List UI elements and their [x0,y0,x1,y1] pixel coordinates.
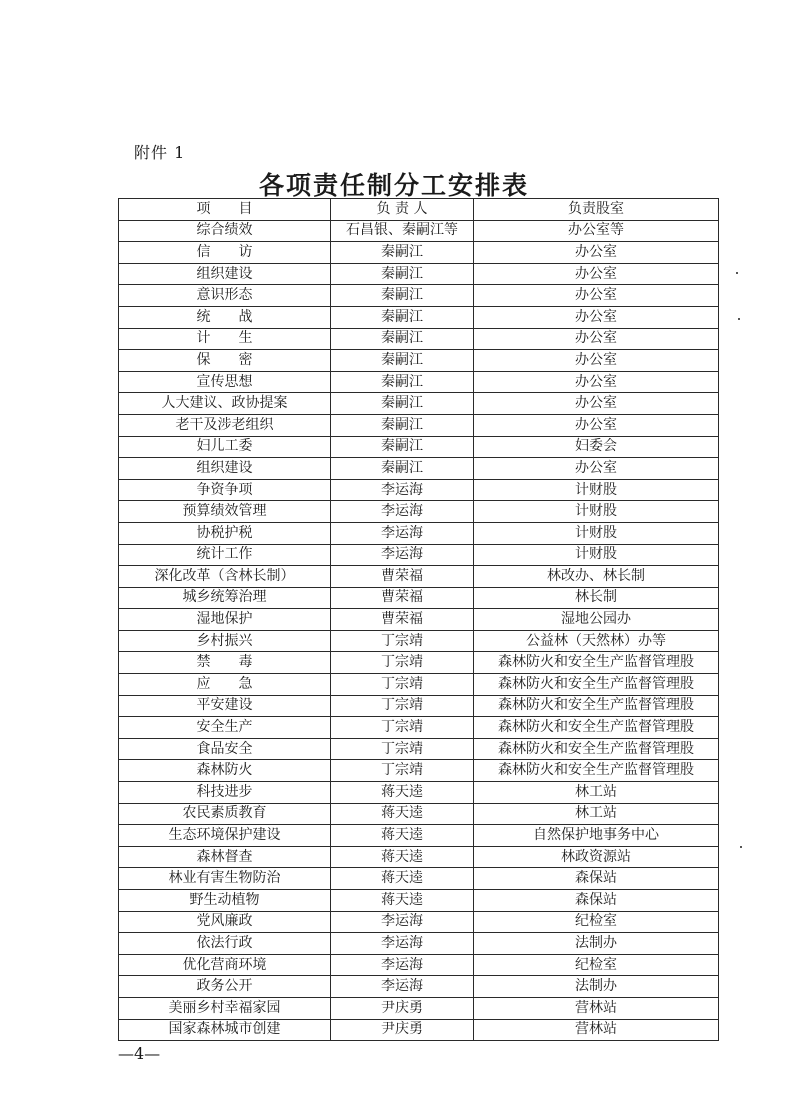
table-header-row [119,199,719,221]
cell-person-in-charge: 秦嗣江 [331,458,474,480]
table-row [119,911,719,933]
table-row [119,652,719,674]
cell-person-in-charge: 丁宗靖 [331,630,474,652]
table-row [119,782,719,804]
cell-project: 信 访 [119,242,331,264]
cell-department: 办公室 [474,458,719,480]
cell-project: 依法行政 [119,933,331,955]
cell-project: 政务公开 [119,976,331,998]
cell-department: 森林防火和安全生产监督管理股 [474,674,719,696]
cell-department: 湿地公园办 [474,609,719,631]
cell-department: 法制办 [474,933,719,955]
cell-person-in-charge: 李运海 [331,933,474,955]
cell-person-in-charge: 李运海 [331,976,474,998]
table-row [119,414,719,436]
cell-project: 统 战 [119,306,331,328]
table-row [119,933,719,955]
table-row [119,242,719,264]
cell-department: 计财股 [474,522,719,544]
table-row [119,609,719,631]
table-row [119,285,719,307]
cell-project: 湿地保护 [119,609,331,631]
cell-person-in-charge: 蒋天逵 [331,803,474,825]
table-row [119,306,719,328]
table-row [119,522,719,544]
page-number: —4— [118,1044,161,1063]
cell-person-in-charge: 秦嗣江 [331,242,474,264]
attachment-label: 附件 1 [134,143,186,162]
cell-project: 综合绩效 [119,220,331,242]
cell-person-in-charge: 尹庆勇 [331,1019,474,1041]
cell-project: 城乡统筹治理 [119,587,331,609]
cell-person-in-charge: 李运海 [331,544,474,566]
cell-person-in-charge: 丁宗靖 [331,695,474,717]
scan-speck [736,272,738,274]
cell-person-in-charge: 李运海 [331,911,474,933]
cell-project: 乡村振兴 [119,630,331,652]
table-row [119,328,719,350]
table-row [119,803,719,825]
table-row [119,393,719,415]
cell-project: 协税护税 [119,522,331,544]
cell-project: 宣传思想 [119,371,331,393]
table-row [119,544,719,566]
cell-project: 安全生产 [119,717,331,739]
cell-person-in-charge: 蒋天逵 [331,782,474,804]
cell-person-in-charge: 李运海 [331,501,474,523]
table-row [119,501,719,523]
cell-person-in-charge: 蒋天逵 [331,825,474,847]
table-row [119,890,719,912]
cell-project: 森林防火 [119,760,331,782]
cell-person-in-charge: 李运海 [331,479,474,501]
cell-department: 森林防火和安全生产监督管理股 [474,652,719,674]
cell-project: 农民素质教育 [119,803,331,825]
cell-person-in-charge: 曹荣福 [331,587,474,609]
cell-project: 野生动植物 [119,890,331,912]
table-row [119,695,719,717]
cell-project: 优化营商环境 [119,954,331,976]
cell-person-in-charge: 秦嗣江 [331,393,474,415]
cell-person-in-charge: 李运海 [331,954,474,976]
cell-person-in-charge: 秦嗣江 [331,285,474,307]
cell-project: 林业有害生物防治 [119,868,331,890]
cell-department: 森保站 [474,890,719,912]
cell-department: 林工站 [474,803,719,825]
cell-person-in-charge: 蒋天逵 [331,846,474,868]
cell-department: 计财股 [474,501,719,523]
cell-project: 争资争项 [119,479,331,501]
table-row [119,997,719,1019]
cell-department: 营林站 [474,997,719,1019]
cell-person-in-charge: 曹荣福 [331,566,474,588]
cell-person-in-charge: 蒋天逵 [331,868,474,890]
cell-project: 妇儿工委 [119,436,331,458]
cell-department: 计财股 [474,544,719,566]
cell-department: 森林防火和安全生产监督管理股 [474,695,719,717]
cell-department: 办公室等 [474,220,719,242]
table-row [119,954,719,976]
cell-department: 森保站 [474,868,719,890]
cell-project: 平安建设 [119,695,331,717]
cell-project: 应 急 [119,674,331,696]
cell-project: 生态环境保护建设 [119,825,331,847]
table-row [119,630,719,652]
cell-department: 办公室 [474,328,719,350]
cell-project: 组织建设 [119,458,331,480]
cell-person-in-charge: 秦嗣江 [331,263,474,285]
cell-department: 森林防火和安全生产监督管理股 [474,717,719,739]
cell-department: 妇委会 [474,436,719,458]
cell-department: 办公室 [474,393,719,415]
cell-project: 禁 毒 [119,652,331,674]
cell-department: 林工站 [474,782,719,804]
cell-department: 办公室 [474,242,719,264]
cell-person-in-charge: 石昌银、秦嗣江等 [331,220,474,242]
table-row [119,738,719,760]
cell-project: 意识形态 [119,285,331,307]
cell-person-in-charge: 丁宗靖 [331,674,474,696]
cell-person-in-charge: 丁宗靖 [331,760,474,782]
table-row [119,436,719,458]
cell-project: 预算绩效管理 [119,501,331,523]
cell-person-in-charge: 秦嗣江 [331,306,474,328]
cell-department: 森林防火和安全生产监督管理股 [474,738,719,760]
cell-department: 计财股 [474,479,719,501]
cell-department: 林改办、林长制 [474,566,719,588]
header-person-in-charge: 负 责 人 [331,199,474,221]
cell-department: 公益林（天然林）办等 [474,630,719,652]
table-row [119,717,719,739]
cell-department: 林政资源站 [474,846,719,868]
cell-department: 办公室 [474,263,719,285]
cell-person-in-charge: 秦嗣江 [331,371,474,393]
cell-person-in-charge: 秦嗣江 [331,328,474,350]
cell-project: 美丽乡村幸福家园 [119,997,331,1019]
cell-person-in-charge: 秦嗣江 [331,350,474,372]
cell-department: 办公室 [474,306,719,328]
cell-person-in-charge: 丁宗靖 [331,738,474,760]
cell-project: 深化改革（含林长制） [119,566,331,588]
cell-project: 科技进步 [119,782,331,804]
scan-speck [740,846,742,848]
cell-project: 组织建设 [119,263,331,285]
cell-person-in-charge: 曹荣福 [331,609,474,631]
table-row [119,371,719,393]
table-row [119,458,719,480]
table-row [119,1019,719,1041]
cell-person-in-charge: 尹庆勇 [331,997,474,1019]
cell-department: 法制办 [474,976,719,998]
cell-person-in-charge: 秦嗣江 [331,414,474,436]
cell-person-in-charge: 秦嗣江 [331,436,474,458]
table-row [119,846,719,868]
header-department: 负责股室 [474,199,719,221]
table-row [119,220,719,242]
cell-department: 纪检室 [474,911,719,933]
header-project: 项 目 [119,199,331,221]
cell-person-in-charge: 蒋天逵 [331,890,474,912]
cell-project: 森林督查 [119,846,331,868]
cell-department: 办公室 [474,285,719,307]
table-row [119,760,719,782]
cell-project: 老干及涉老组织 [119,414,331,436]
cell-department: 办公室 [474,350,719,372]
cell-department: 营林站 [474,1019,719,1041]
cell-person-in-charge: 丁宗靖 [331,652,474,674]
cell-department: 林长制 [474,587,719,609]
table-row [119,976,719,998]
cell-project: 保 密 [119,350,331,372]
scan-speck [738,318,740,320]
table-row [119,479,719,501]
table-row [119,587,719,609]
table-row [119,350,719,372]
table-row [119,674,719,696]
cell-person-in-charge: 李运海 [331,522,474,544]
document-title: 各项责任制分工安排表 [258,171,529,200]
cell-project: 党风廉政 [119,911,331,933]
cell-project: 计 生 [119,328,331,350]
table-row [119,868,719,890]
responsibility-table [118,198,719,1041]
cell-department: 森林防火和安全生产监督管理股 [474,760,719,782]
cell-department: 自然保护地事务中心 [474,825,719,847]
cell-project: 统计工作 [119,544,331,566]
cell-project: 国家森林城市创建 [119,1019,331,1041]
table-row [119,263,719,285]
table-row [119,825,719,847]
cell-project: 人大建议、政协提案 [119,393,331,415]
cell-department: 纪检室 [474,954,719,976]
cell-project: 食品安全 [119,738,331,760]
cell-department: 办公室 [474,371,719,393]
table-row [119,566,719,588]
table-body [119,220,719,1041]
cell-department: 办公室 [474,414,719,436]
cell-person-in-charge: 丁宗靖 [331,717,474,739]
